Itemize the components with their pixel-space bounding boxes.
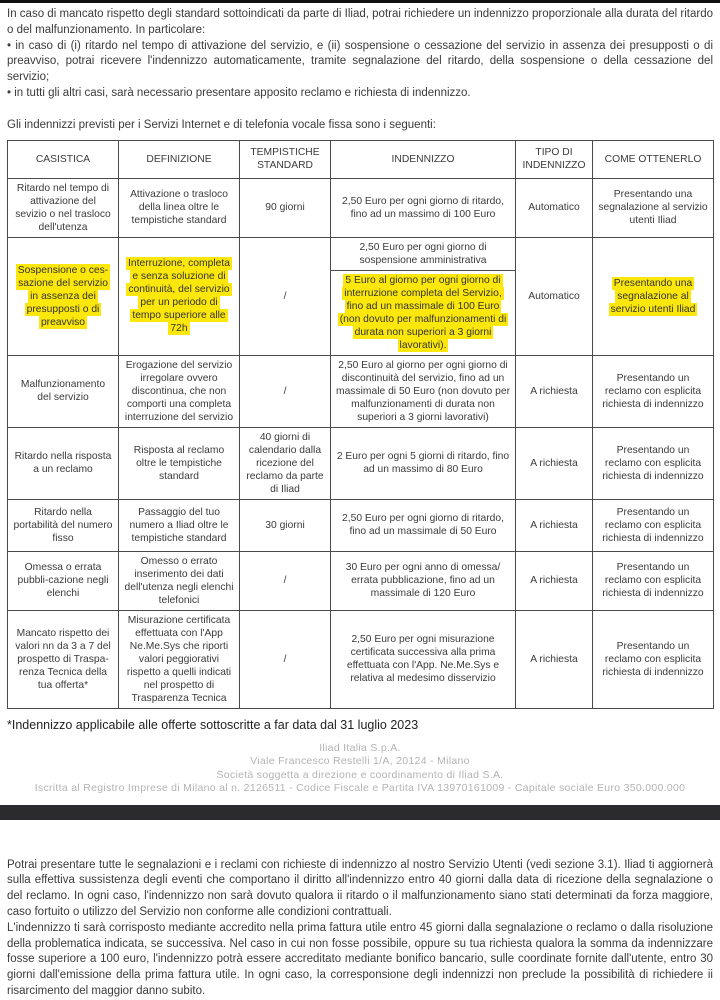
cell-tempistiche: 30 giorni [240, 499, 331, 551]
cell-casistica: Omessa o errata pubbli-cazione negli elenchi [8, 551, 119, 610]
cell-definizione: Misurazione certificata effettuata con l'App Ne.Me.Sys che riporti valori peggiorativi rispetto a quelli indicati nel prospetto di Trasparenza Tecnica [119, 610, 240, 708]
cell-casistica: Ritardo nella portabilità del numero fisso [8, 499, 119, 551]
closing-section [0, 858, 720, 1000]
cell-casistica: Mancato rispetto dei valori nn da 3 a 7 del prospetto di Traspa-renza Tecnica della tua offerta* [8, 610, 119, 708]
intro-paragraph: In caso di mancato rispetto degli standard sottoindicati da parte di Iliad, potrai richiedere un indennizzo proporzionale alla durata del ritardo o del malfunzionamento. In particolare: [7, 8, 713, 36]
table-row [8, 178, 714, 237]
intro-bullet-1: • in caso di (i) ritardo nel tempo di attivazione del servizio, e (ii) sospensione o cessazione del servizio in assenza dei presupposti o di preavviso, potrai ricevere l'indennizzo automaticamente, tramite segnalazione del ritardo, della sospensione o della cessazione del servizio; [7, 39, 713, 84]
cell-tempistiche: / [240, 237, 331, 355]
col-header-tempistiche: TEMPISTICHE STANDARD [240, 140, 331, 178]
cell-tempistiche: 90 giorni [240, 178, 331, 237]
company-governance: Società soggetta a direzione e coordinamento di Iliad S.A. [216, 768, 504, 781]
table-row [8, 355, 714, 427]
cell-indennizzo-bottom [331, 270, 516, 355]
footnote: *Indennizzo applicabile alle offerte sottoscritte a far data dal 31 luglio 2023 [7, 717, 419, 732]
cell-indennizzo: 2,50 Euro per ogni giorno di ritardo, fino ad un massimale di 50 Euro [331, 499, 516, 551]
table-row [8, 610, 714, 708]
cell-definizione: Omesso o errato inserimento dei dati dell'utenza negli elenchi telefonici [119, 551, 240, 610]
cell-definizione: Erogazione del servizio irregolare ovvero discontinua, che non comporti una completa interruzione del servizio [119, 355, 240, 427]
cell-tempistiche: / [240, 355, 331, 427]
cell-tipo: A richiesta [516, 499, 593, 551]
intro-bullet-2: • in tutti gli altri casi, sarà necessario presentare apposito reclamo e richiesta di indennizzo. [7, 86, 471, 99]
cell-tipo: A richiesta [516, 551, 593, 610]
intro-section [7, 7, 713, 134]
company-name: Iliad Italia S.p.A. [319, 741, 401, 754]
cell-tempistiche: / [240, 551, 331, 610]
cell-indennizzo: 2,50 Euro per ogni giorno di ritardo, fino ad un massimo di 100 Euro [331, 178, 516, 237]
highlighted-text: Interruzione, completa e senza soluzione di continuità, del servizio per un periodo di tempo superiore alle 72h [128, 258, 230, 335]
table-row [8, 551, 714, 610]
closing-paragraph-1: Potrai presentare tutte le segnalazioni e i reclami con richieste di indennizzo al nostro Servizio Utenti (vedi sezione 3.1). Iliad ti aggiornerà sulla effettiva sussistenza degli eventi che comportano il diritto all'indennizzo entro 40 giorni dalla data di ricezione della segnalazione o del reclamo. In ogni caso, l'indennizzo non sarà dovuto qualora ii ritardo o il malfunzionamento siano stati determinati da forza maggiore, caso fortuito o utilizzo del Servizio non conforme alle condizioni contrattuali. [7, 858, 713, 918]
document-body [0, 3, 720, 796]
company-footer [7, 742, 713, 796]
col-header-tipo: TIPO DI INDENNIZZO [516, 140, 593, 178]
table-row-highlighted [8, 237, 714, 270]
company-registration: Iscritta al Registro Imprese di Milano al n. 2126511 - Codice Fiscale e Partita IVA 13970161009 - Capitale sociale Euro 350.000.000 [34, 782, 686, 795]
cell-tipo: A richiesta [516, 427, 593, 499]
col-header-casistica: CASISTICA [8, 140, 119, 178]
highlighted-text: 5 Euro al giorno per ogni giorno di interruzione completa del Servizio, fino ad un massimale di 100 Euro (non dovuto per malfunzionamenti di durata non superiori a 3 giorni lavorativi). [339, 274, 507, 351]
cell-definizione: Attivazione o trasloco della linea oltre le tempistiche standard [119, 178, 240, 237]
highlighted-text: Presentando una segnalazione al servizio utenti Iliad [610, 277, 696, 315]
cell-come [593, 237, 714, 355]
cell-indennizzo: 2,50 Euro per ogni misurazione certificata successiva alla prima effettuata con l'App. Ne.Me.Sys e relativa al medesimo disservizio [331, 610, 516, 708]
section-divider-bar [0, 805, 720, 820]
indemnity-table [7, 140, 714, 709]
cell-definizione: Risposta al reclamo oltre le tempistiche standard [119, 427, 240, 499]
closing-paragraph-2: L'indennizzo ti sarà corrisposto mediante accredito nella prima fattura utile entro 45 giorni dalla segnalazione o reclamo o dalla risoluzione della problematica indicata, se successiva. Nel caso in cui non fosse possibile, oppure su tua richiesta qualora la somma da indennizzare fosse superiore a 100 euro, l'indennizzo potrà essere accreditato mediante bonifico bancario, sulle coordinate fornite dall'utente, entro 30 giorni dall'emissione della prima fattura utile. In ogni caso, la corresponsione degli indennizzi non preclude la possibilità di richiedere ii risarcimento del maggior danno subito. [7, 921, 713, 997]
cell-come: Presentando un reclamo con esplicita richiesta di indennizzo [593, 499, 714, 551]
cell-tempistiche: 40 giorni di calendario dalla ricezione del reclamo da parte di Iliad [240, 427, 331, 499]
highlighted-text: Sospensione o ces-sazione del servizio in assenza dei presupposti o di preavviso [17, 264, 109, 328]
company-address: Viale Francesco Restelli 1/A, 20124 - Milano [250, 755, 470, 768]
cell-casistica: Ritardo nel tempo di attivazione del sevizio o nel trasloco dell'utenza [8, 178, 119, 237]
cell-indennizzo: 30 Euro per ogni anno di omessa/ errata pubblicazione, fino ad un massimale di 120 Euro [331, 551, 516, 610]
table-lead-text: Gli indennizzi previsti per i Servizi Internet e di telefonia vocale fissa sono i seguenti: [7, 118, 436, 131]
col-header-definizione: DEFINIZIONE [119, 140, 240, 178]
col-header-come: COME OTTENERLO [593, 140, 714, 178]
cell-definizione [119, 237, 240, 355]
table-header-row [8, 140, 714, 178]
cell-come: Presentando un reclamo con esplicita richiesta di indennizzo [593, 427, 714, 499]
col-header-indennizzo: INDENNIZZO [331, 140, 516, 178]
table-row [8, 427, 714, 499]
cell-casistica: Ritardo nella risposta a un reclamo [8, 427, 119, 499]
cell-definizione: Passaggio del tuo numero a Iliad oltre le tempistiche standard [119, 499, 240, 551]
cell-tipo: Automatico [516, 237, 593, 355]
cell-casistica: Malfunzionamento del servizio [8, 355, 119, 427]
cell-casistica [8, 237, 119, 355]
cell-tipo: A richiesta [516, 355, 593, 427]
cell-come: Presentando una segnalazione al servizio utenti Iliad [593, 178, 714, 237]
cell-indennizzo: 2 Euro per ogni 5 giorni di ritardo, fino ad un massimo di 80 Euro [331, 427, 516, 499]
cell-indennizzo: 2,50 Euro al giorno per ogni giorno di discontinuità del servizio, fino ad un massimale di 50 Euro (non dovuto per malfunzionamenti di durata non superiori a 3 giorni lavorativi) [331, 355, 516, 427]
cell-tipo: A richiesta [516, 610, 593, 708]
cell-tempistiche: / [240, 610, 331, 708]
cell-tipo: Automatico [516, 178, 593, 237]
table-row [8, 499, 714, 551]
cell-indennizzo-top: 2,50 Euro per ogni giorno di sospensione amministrativa [331, 237, 516, 270]
cell-come: Presentando un reclamo con esplicita richiesta di indennizzo [593, 551, 714, 610]
cell-come: Presentando un reclamo con esplicita richiesta di indennizzo [593, 610, 714, 708]
cell-come: Presentando un reclamo con esplicita richiesta di indennizzo [593, 355, 714, 427]
